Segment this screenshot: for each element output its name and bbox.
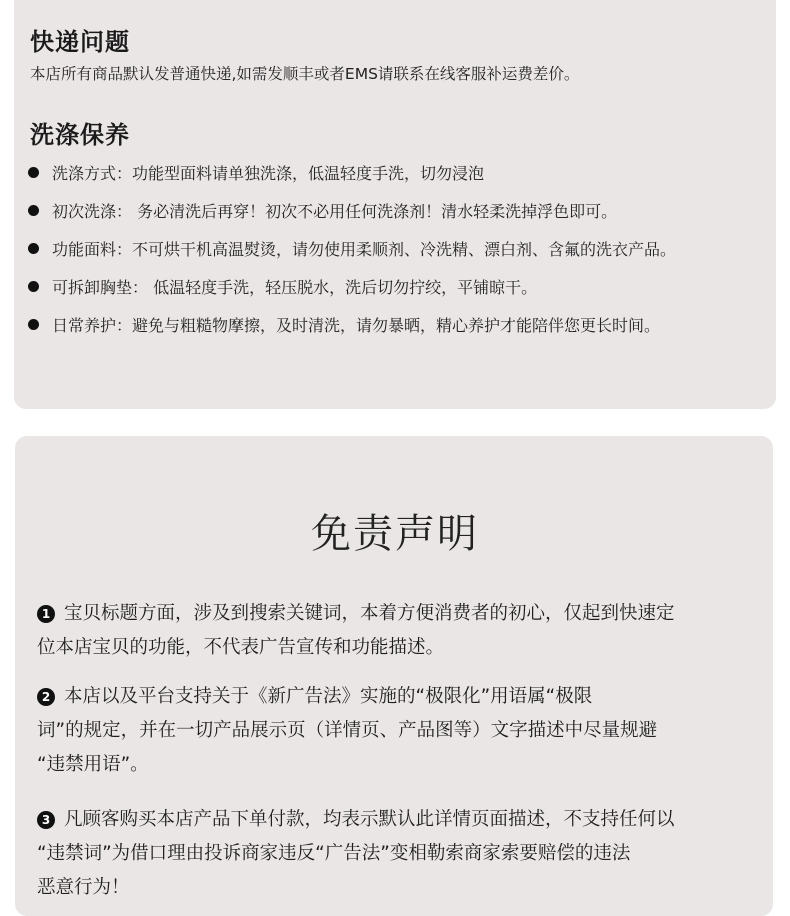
shipping-heading: 快递问题 xyxy=(30,28,130,56)
care-item-text: 洗涤方式：功能型面料请单独洗涤，低温轻度手洗，切勿浸泡 xyxy=(52,164,485,183)
bullet-dot-icon xyxy=(28,319,39,330)
disclaimer-item xyxy=(37,803,737,905)
disclaimer-item xyxy=(37,680,737,782)
number-badge-icon: 2 xyxy=(37,688,55,706)
disclaimer-line: 词”的规定，并在一切产品展示页（详情页、产品图等）文字描述中尽量规避 xyxy=(37,720,658,741)
care-item-text: 功能面料：不可烘干机高温熨烫，请勿使用柔顺剂、冷洗精、漂白剂、含氟的洗衣产品。 xyxy=(52,240,677,259)
disclaimer-line: 位本店宝贝的功能，不代表广告宣传和功能描述。 xyxy=(37,637,445,658)
bullet-dot-icon xyxy=(28,167,39,178)
care-item xyxy=(28,237,676,260)
care-item xyxy=(28,199,617,222)
care-item-text: 可拆卸胸垫： 低温轻度手洗，轻压脱水，洗后切勿拧绞，平铺晾干。 xyxy=(52,278,538,297)
care-item xyxy=(28,275,537,298)
disclaimer-line: “违禁用语”。 xyxy=(37,754,149,775)
care-item xyxy=(28,161,484,184)
disclaimer-line: 恶意行为！ xyxy=(37,877,130,898)
bullet-dot-icon xyxy=(28,243,39,254)
bullet-dot-icon xyxy=(28,205,39,216)
bullet-dot-icon xyxy=(28,281,39,292)
disclaimer-title: 免责声明 xyxy=(311,511,479,557)
care-heading: 洗涤保养 xyxy=(30,121,130,149)
care-item xyxy=(28,313,660,336)
number-badge-icon: 1 xyxy=(37,605,55,623)
shipping-text: 本店所有商品默认发普通快递,如需发顺丰或者EMS请联系在线客服补运费差价。 xyxy=(30,65,580,83)
care-item-text: 日常养护：避免与粗糙物摩擦，及时清洗，请勿暴晒，精心养护才能陪伴您更长时间。 xyxy=(52,316,661,335)
disclaimer-line: “违禁词”为借口理由投诉商家违反“广告法”变相勒索商家索要赔偿的违法 xyxy=(37,843,631,864)
disclaimer-line: 本店以及平台支持关于《新广告法》实施的“极限化”用语属“极限 xyxy=(64,686,593,707)
disclaimer-line: 宝贝标题方面，涉及到搜索关键词，本着方便消费者的初心，仅起到快速定 xyxy=(64,603,675,624)
number-badge-icon: 3 xyxy=(37,811,55,829)
disclaimer-line: 凡顾客购买本店产品下单付款，均表示默认此详情页面描述，不支持任何以 xyxy=(64,809,675,830)
care-item-text: 初次洗涤： 务必清洗后再穿！初次不必用任何洗涤剂！清水轻柔洗掉浮色即可。 xyxy=(52,202,618,221)
disclaimer-item xyxy=(37,597,737,665)
